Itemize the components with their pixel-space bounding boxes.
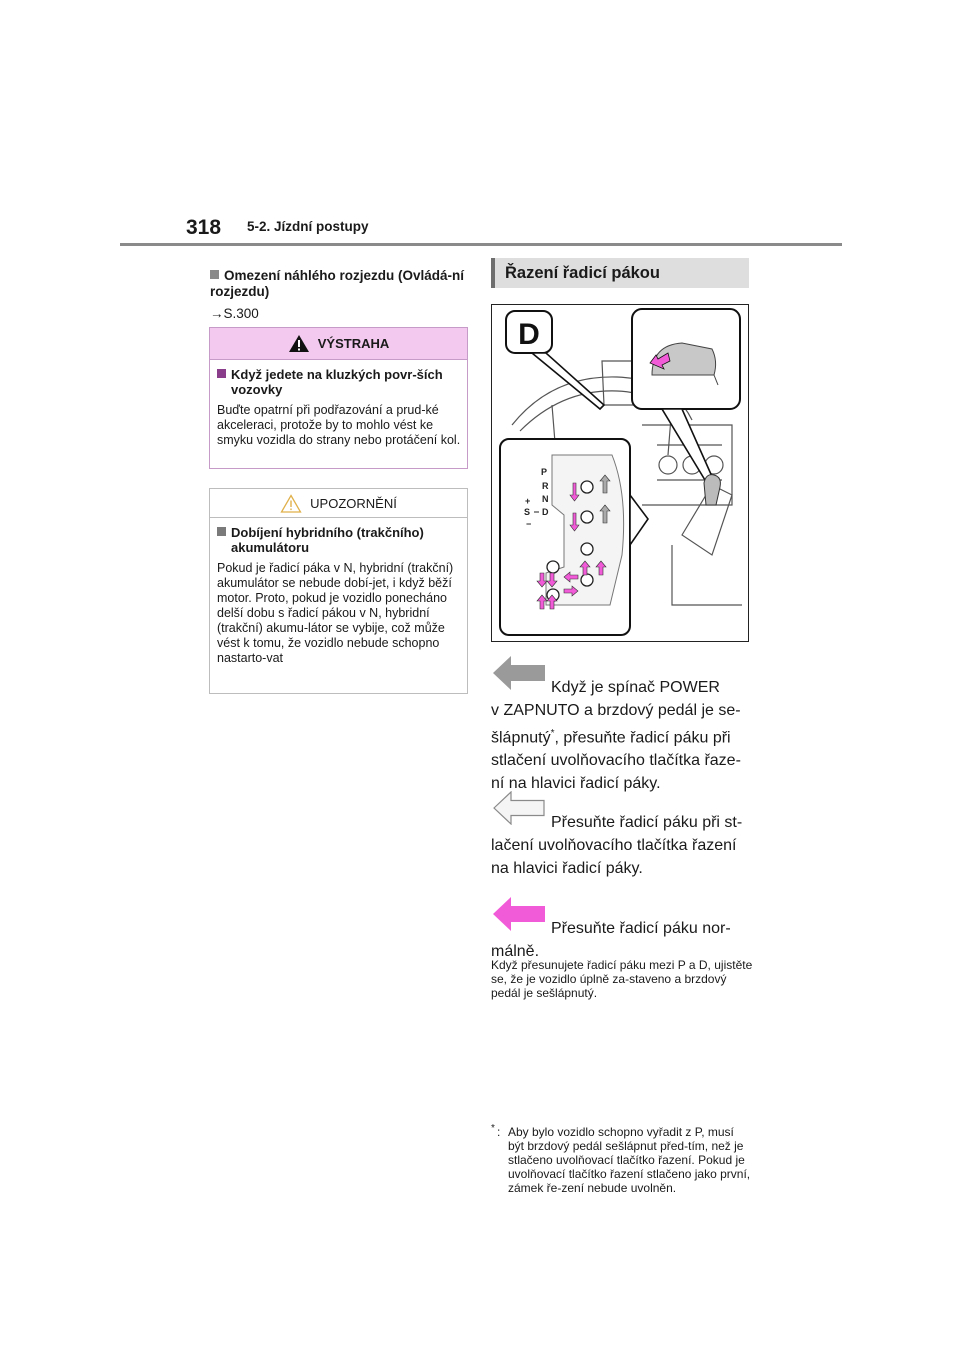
warning-item-text: Buďte opatrní při podřazování a prud-ké akceleraci, protože by to mohlo vést ke smyku vozidla do strany nebo protáčení kol.	[217, 403, 461, 447]
arrow-item-outline-line-1: Přesuňte řadicí páku při st-	[551, 814, 743, 831]
arrow-left-dark-icon	[493, 656, 545, 690]
warning-item-heading: Když jedete na kluzkých povr-ších vozovky	[217, 367, 461, 397]
arrow-item-outline	[491, 791, 751, 880]
arrow-left-outline-icon	[493, 791, 545, 825]
arrow-item-pink-line-1: Přesuňte řadicí páku nor-	[551, 920, 731, 937]
square-bullet-icon	[210, 270, 219, 279]
warning-header: VÝSTRAHA	[210, 328, 467, 360]
arrow-left-pink-icon	[493, 897, 545, 931]
arrow-item-dark-line-1: Když je spínač POWER	[551, 679, 720, 696]
arrow-item-pink-body: málně.	[491, 943, 540, 960]
page-reference[interactable]: →S.300	[210, 306, 259, 321]
shift-lever-drawing	[492, 305, 748, 641]
warning-triangle-icon	[288, 334, 310, 353]
square-bullet-icon	[217, 527, 226, 536]
callout-letter: D	[518, 318, 540, 351]
gate-label-minus: −	[526, 519, 532, 529]
shift-note: Když přesunujete řadicí páku mezi P a D, ujistěte se, že je vozidlo úplně za-staveno a brzdový pedál je sešlápnutý.	[491, 958, 753, 1000]
section-title: 5-2. Jízdní postupy	[247, 219, 369, 234]
caution-box	[209, 488, 468, 694]
page-number: 318	[186, 216, 222, 239]
arrow-item-outline-body: lačení uvolňovacího tlačítka řazení na hlavici řadicí páky.	[491, 837, 737, 877]
right-section-heading: Řazení řadicí pákou	[491, 258, 749, 288]
footnote-text: Aby bylo vozidlo schopno vyřadit z P, musí být brzdový pedál sešlápnut před-tím, než je stlačeno uvolňovací tlačítko řazení. Pokud je uvolňovací tlačítko řazení stlačeno jako první, zámek ře-zení nebude uvolněn.	[508, 1125, 751, 1195]
footnote-mark: *	[491, 1123, 495, 1134]
caution-triangle-icon	[280, 494, 302, 513]
gate-label-p: P	[541, 467, 548, 477]
gate-label-n: N	[542, 494, 549, 504]
arrow-item-dark	[491, 656, 751, 795]
caution-header: UPOZORNĚNÍ	[210, 489, 467, 518]
shift-lever-illustration	[491, 304, 749, 642]
gate-label-r: R	[542, 481, 549, 491]
gate-label-plus: +	[525, 496, 531, 506]
subsection-heading: Omezení náhlého rozjezdu (Ovládá-ní rozjezdu)	[210, 268, 465, 299]
gate-label-d: D	[542, 507, 549, 517]
arrow-item-pink	[491, 897, 751, 963]
gate-label-s: S	[524, 507, 531, 517]
header-divider	[120, 243, 842, 246]
caution-item-text: Pokud je řadicí páka v N, hybridní (trakční) akumulátor se nebude dobí-jet, i když běží motor. Proto, pokud je vozidlo ponecháno delší dobu s řadicí pákou v N, hybridní (trakční) akumu-látor se vybije, což může vést k tomu, že vozidlo nebude schopno nastarto-vat	[217, 561, 454, 665]
footnote-colon: :	[497, 1125, 501, 1139]
square-bullet-icon	[217, 369, 226, 378]
caution-item-heading: Dobíjení hybridního (trakčního) akumulátoru	[217, 525, 461, 555]
warning-box	[209, 327, 468, 469]
arrow-item-dark-body: v ZAPNUTO a brzdový pedál je se-šlápnutý*, přesuňte řadicí páku při stlačení uvolňovacího tlačítka řaze-ní na hlavici řadicí páky.	[491, 702, 741, 793]
footnote	[491, 1125, 753, 1195]
